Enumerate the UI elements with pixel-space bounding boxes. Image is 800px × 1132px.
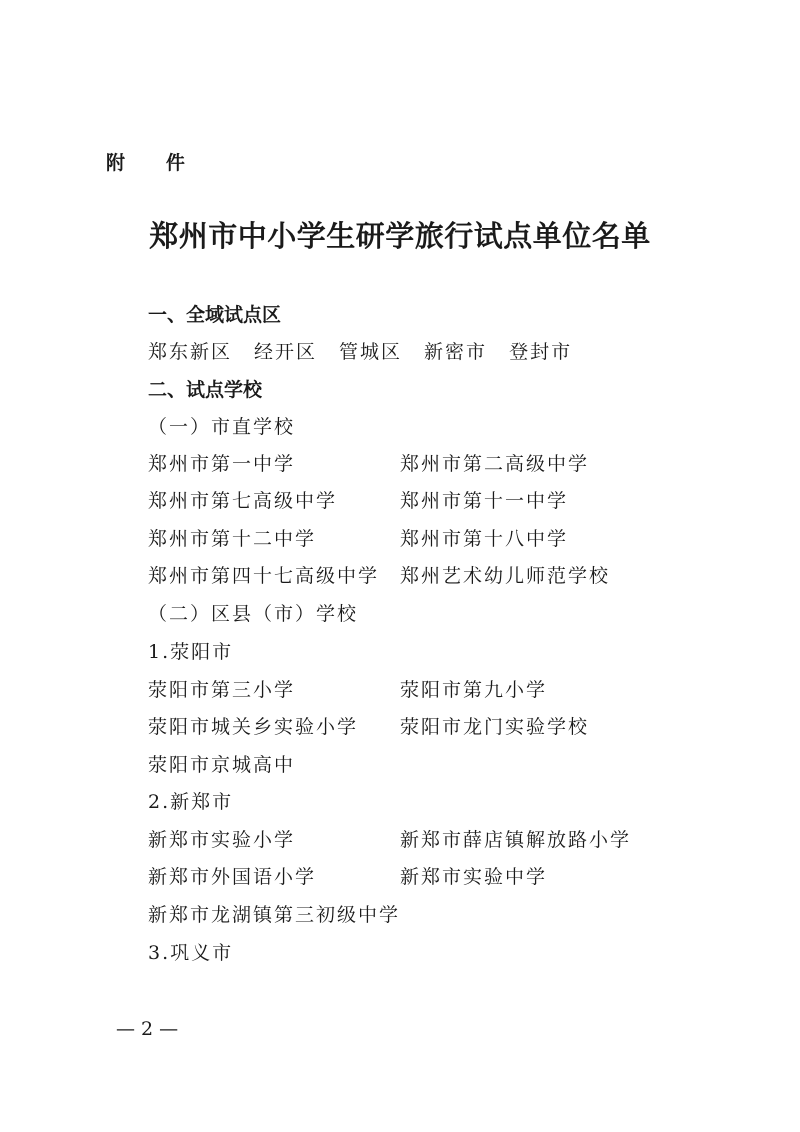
school-name: 荥阳市第三小学 [148, 679, 296, 701]
school-name: 郑州市第一中学 [148, 453, 296, 475]
county-group-name: 1.荥阳市 [148, 641, 234, 663]
document-title: 郑州市中小学生研学旅行试点单位名单 [149, 219, 651, 253]
school-name: 新郑市实验小学 [148, 829, 296, 851]
district-item: 登封市 [509, 341, 573, 363]
school-name: 新郑市实验中学 [400, 866, 548, 888]
school-name: 郑州市第十二中学 [148, 528, 317, 550]
school-name: 郑州市第十八中学 [400, 528, 569, 550]
school-name: 新郑市龙湖镇第三初级中学 [148, 904, 401, 926]
district-item: 新密市 [424, 341, 488, 363]
page-number: — 2 — [116, 1018, 179, 1040]
school-name: 郑州市第二高级中学 [400, 453, 590, 475]
district-item: 郑东新区 [148, 341, 233, 363]
school-name: 郑州市第七高级中学 [148, 490, 338, 512]
county-group-name: 2.新郑市 [148, 791, 234, 813]
section-heading-pilot-schools: 二、试点学校 [148, 379, 263, 401]
school-name: 郑州市第四十七高级中学 [148, 565, 380, 587]
section-heading-pilot-areas: 一、全域试点区 [148, 304, 282, 326]
subsection-heading-city-schools: （一）市直学校 [148, 416, 296, 438]
subsection-heading-county-schools: （二）区县（市）学校 [148, 603, 359, 625]
county-group-name: 3.巩义市 [148, 942, 234, 964]
school-name: 新郑市外国语小学 [148, 866, 317, 888]
attachment-label: 附 件 [106, 152, 202, 174]
district-item: 经开区 [254, 341, 318, 363]
school-name: 新郑市薛店镇解放路小学 [400, 829, 632, 851]
district-item: 管城区 [339, 341, 403, 363]
district-list [148, 343, 594, 362]
school-name: 荥阳市第九小学 [400, 679, 548, 701]
school-name: 郑州市第十一中学 [400, 490, 569, 512]
school-name: 荥阳市龙门实验学校 [400, 716, 590, 738]
school-name: 荥阳市城关乡实验小学 [148, 716, 359, 738]
school-name: 荥阳市京城高中 [148, 754, 296, 776]
school-name: 郑州艺术幼儿师范学校 [400, 565, 611, 587]
